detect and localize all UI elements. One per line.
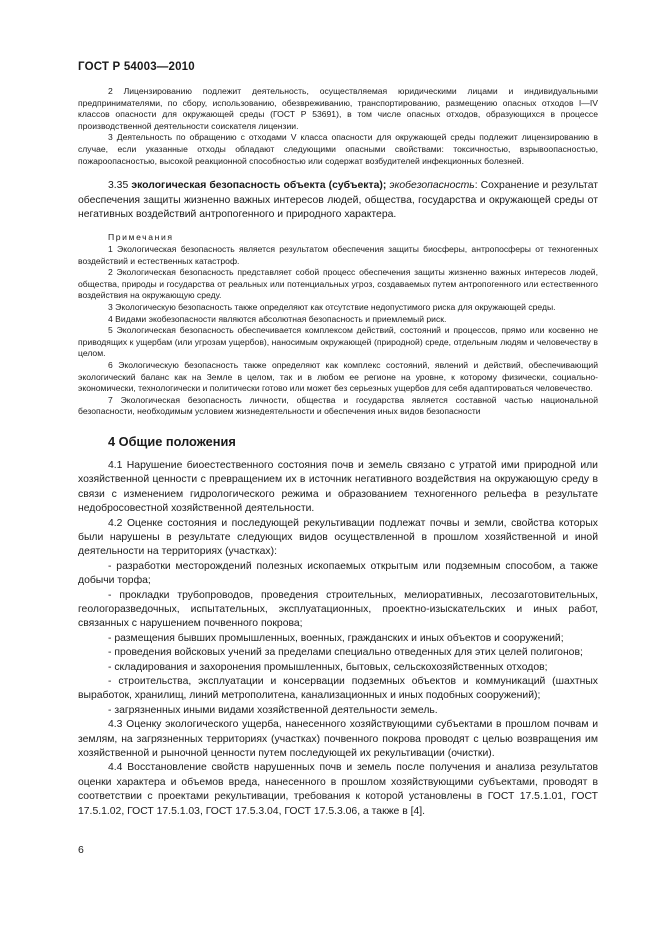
licensing-note: 2 Лицензированию подлежит деятельность, осуществляемая юридическими лицами и индивидуальными предпринимателями, по сбору, использованию, обезвреживанию, транспортированию, размещению опасных отходов I—IV классов опасности для окружающей среды (ГОСТ Р 53691), в том числе опасных отходов, образующихся в процессе производственной деятельности соискателя лицензии. bbox=[78, 86, 598, 131]
term-name: экологическая безопасность объекта (субъекта); bbox=[131, 180, 387, 192]
notes-label: Примечания bbox=[108, 232, 174, 243]
note-item: 6 Экологическую безопасность также определяют как комплекс состояний, явлений и действий, обеспечивающий экологический баланс как на Земле в целом, так и в любом ее регионе на уровне, к которому физически, социально-экономически, технологически и политически готово или может без серьезных ущербов для себя адаптироваться человечество. bbox=[78, 359, 598, 394]
note-item: 4 Видами экобезопасности являются абсолютная безопасность и приемлемый риск. bbox=[108, 313, 447, 324]
section-title: 4 Общие положения bbox=[108, 433, 236, 449]
list-item: - строительства, эксплуатации и консервации подземных объектов и коммуникаций (шахтных выработок, хранилищ, линий метрополитена, канализационных и иных подобных сооружений); bbox=[78, 675, 598, 702]
term-synonym: экобезопасность bbox=[389, 180, 475, 192]
term-number: 3.35 bbox=[108, 180, 129, 192]
section-paragraph: 4.4 Восстановление свойств нарушенных почв и земель после получения и анализа результатов оценки характера и объемов вреда, нанесенного в прошлом хозяйствующими субъектами, проводят в соответствии с проектами рекультивации, требования к которой установлены в ГОСТ 17.5.1.01, ГОСТ 17.5.1.02, ГОСТ 17.5.1.03, ГОСТ 17.5.3.04, ГОСТ 17.5.3.06, а также в [4]. bbox=[78, 762, 598, 817]
list-item: - проведения войсковых учений за пределами специально отведенных для этих целей полигонов; bbox=[108, 647, 583, 659]
note-item: 5 Экологическая безопасность обеспечивается комплексом действий, состояний и процессов, прямо или косвенно не приводящих к ущербам (или угрозам ущербов), наносимым окружающей (природной) среде, отдельным людям и человечеству в целом. bbox=[78, 325, 598, 359]
page-content bbox=[78, 86, 598, 819]
list-item: - прокладки трубопроводов, проведения строительных, мелиоративных, лесозаготовительных, геологоразведочных, испытательных, эксплуатационных, проектно-изыскательских и иных работ, связанных с нарушением почвенного покрова; bbox=[78, 589, 598, 630]
section-paragraph: 4.1 Нарушение биоестественного состояния почв и земель связано с утратой ими природной или хозяйственной ценности с превращением их в источник негативного воздействия на окружающую среду в связи с изменением гидрологического режима и образованием техногенного рельефа в результате недобросовестной хозяйственной деятельности. bbox=[78, 459, 598, 515]
term-paragraph bbox=[78, 179, 598, 222]
section-paragraph: 4.2 Оценке состояния и последующей рекультивации подлежат почвы и земли, свойства которых были нарушены в результате следующих видов осуществленной в прошлом хозяйственной и иной деятельности на территориях (участках): bbox=[78, 517, 598, 558]
licensing-notes bbox=[78, 86, 598, 167]
document-header: ГОСТ Р 54003—2010 bbox=[78, 61, 195, 73]
note-item: 7 Экологическая безопасность личности, общества и государства является составной частью национальной безопасности, необходимым условием жизнедеятельности и обеспечения иных видов безопасности bbox=[78, 394, 598, 417]
notes-block bbox=[78, 232, 598, 418]
page-number: 6 bbox=[78, 844, 84, 856]
section-paragraph: 4.3 Оценку экологического ущерба, нанесенного хозяйствующими субъектами в прошлом почвам и землям, на загрязненных территориях (участках) почвенного покрова проводят с целью возвращения им хозяйственной и рыночной ценности путем последующей их рекультивации (очистки). bbox=[78, 719, 598, 759]
section-body bbox=[78, 459, 598, 819]
note-item: 2 Экологическая безопасность представляет собой процесс обеспечения защиты жизненно важных интересов людей, общества, природы и государства от реальных или потенциальных угроз, создаваемых путем антропогенного или естественного воздействия на окружающую среду. bbox=[78, 267, 598, 301]
term-entry bbox=[78, 179, 598, 222]
term-definition: : Сохранение и результат обеспечения защиты жизненно важных интересов людей, общества, государства и окружающей среды от негативных воздействий антропогенного и природного характера. bbox=[78, 180, 598, 220]
note-item: 1 Экологическая безопасность является результатом обеспечения защиты биосферы, антропосферы от техногенных воздействий и естественных катастроф. bbox=[78, 243, 598, 266]
note-item: 3 Экологическую безопасность также определяют как отсутствие недопустимого риска для окружающей среды. bbox=[108, 301, 556, 312]
licensing-note: 3 Деятельность по обращению с отходами V класса опасности для окружающей среды подлежит лицензированию в случае, если указанные отходы обладают следующими опасными свойствами: токсичностью, взрывоопасностью, пожароопасностью, высокой реакционной способностью или содержат возбудителей инфекционных болезней. bbox=[78, 132, 598, 166]
list-item: - загрязненных иными видами хозяйственной деятельности земель. bbox=[108, 704, 438, 716]
list-item: - разработки месторождений полезных ископаемых открытым или подземным способом, а также добычи торфа; bbox=[78, 560, 598, 587]
list-item: - размещения бывших промышленных, военных, гражданских и иных объектов и сооружений; bbox=[108, 632, 564, 644]
list-item: - складирования и захоронения промышленных, бытовых, сельскохозяйственных отходов; bbox=[108, 661, 548, 673]
